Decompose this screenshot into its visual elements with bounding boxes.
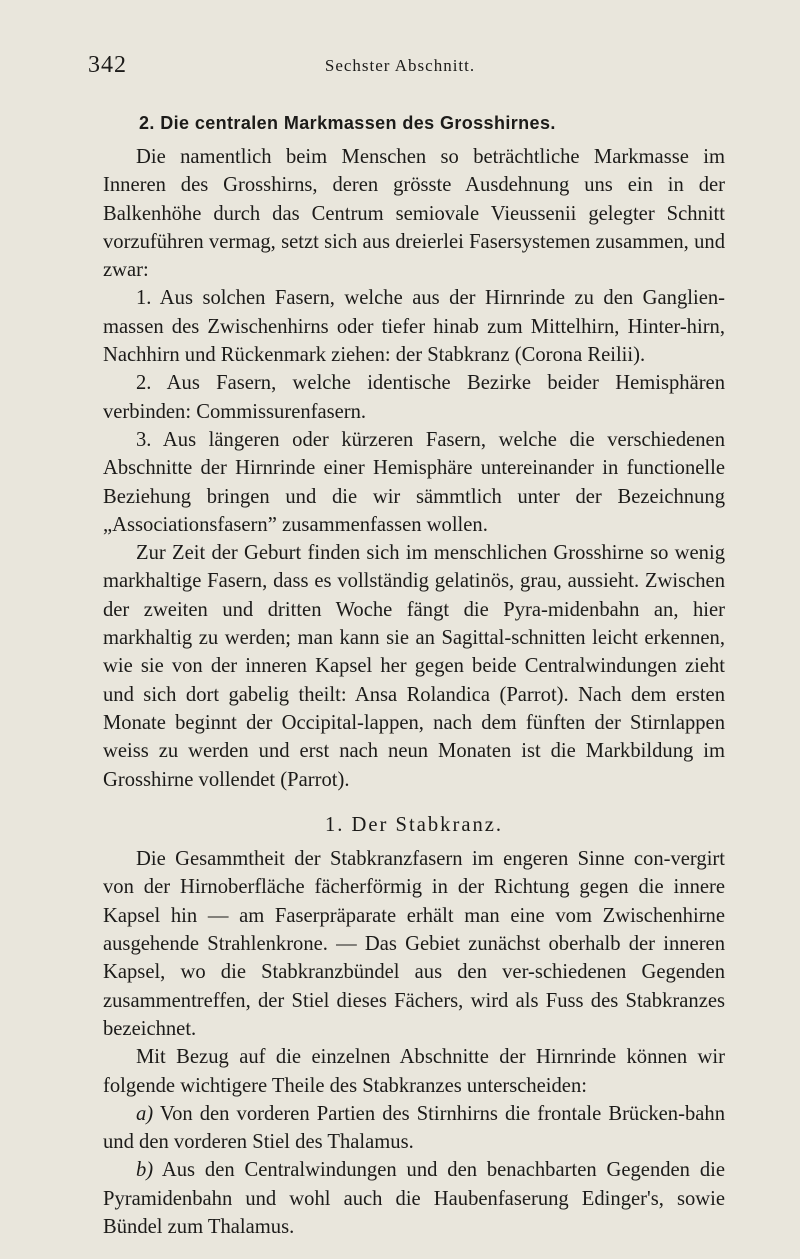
fiber-systems-list — [103, 284, 725, 539]
stabkranz-paragraph: Die Gesammtheit der Stabkranzfasern im engeren Sinne con-vergirt von der Hirnoberfläche fächerförmig in der Richtung gegen die innere Kapsel hin — am Faserpräparate erhält man eine vom Zwischenhirne ausgehende Strahlenkrone. — Das Gebiet zunächst oberhalb der inneren Kapsel, wo die Stabkranzbündel aus den ver-schiedenen Gegenden zusammentreffen, der Stiel dieses Fächers, wird als Fuss des Stabkranzes bezeichnet. — [103, 848, 725, 1040]
intro-paragraph: Die namentlich beim Menschen so beträchtliche Markmasse im Inneren des Grosshirns, deren grösste Ausdehnung uns ein in der Balkenhöhe durch das Centrum semiovale Vieussenii gelegter Schnitt vorzuführen vermag, setzt sich aus dreierlei Fasersystemen zusammen, und zwar: — [103, 146, 725, 282]
list-item: 2. Aus Fasern, welche identische Bezirke beider Hemisphären verbinden: Commissurenfasern. — [103, 372, 725, 423]
item-marker: a) — [136, 1102, 154, 1125]
parts-list — [103, 1100, 725, 1241]
birth-paragraph: Zur Zeit der Geburt finden sich im menschlichen Grosshirne so wenig markhaltige Fasern, dass es vollständig gelatinös, grau, aussieht. Zwischen der zweiten und dritten Woche fängt die Pyra-midenbahn an, hier markhaltig zu werden; man kann sie an Sagittal-schnitten leicht erkennen, wie sie von der inneren Kapsel her gegen beide Centralwindungen zieht und sich dort gabelig theilt: Ansa Rolandica (Parrot). Nach dem ersten Monate beginnt der Occipital-lappen, nach dem fünften der Stirnlappen weiss zu werden und erst nach neun Monaten ist die Markbildung im Grosshirne vollendet (Parrot). — [103, 542, 725, 791]
item-text: Von den vorderen Partien des Stirnhirns die frontale Brücken-bahn und den vorderen Stiel des Thalamus. — [103, 1102, 725, 1154]
page-header — [0, 52, 800, 82]
parts-paragraph: Mit Bezug auf die einzelnen Abschnitte der Hirnrinde können wir folgende wichtigere Theile des Stabkranzes unterscheiden: — [103, 1046, 725, 1097]
running-head: Sechster Abschnitt. — [324, 56, 476, 75]
item-text: Aus den Centralwindungen und den benachbarten Gegenden die Pyramidenbahn und wohl auch die Haubenfaserung Edinger's, sowie Bündel zum Thalamus. — [103, 1159, 725, 1238]
subsection-title: 1. Der Stabkranz. — [324, 813, 504, 836]
section-title: 2. Die centralen Markmassen des Grosshirnes. — [139, 113, 556, 133]
page-number: 342 — [88, 52, 127, 78]
list-item: 3. Aus längeren oder kürzeren Fasern, welche die verschiedenen Abschnitte der Hirnrinde einer Hemisphäre untereinander in functionelle Beziehung bringen und die wir sämmtlich unter der Bezeichnung „Associationsfasern” zusammenfassen wollen. — [103, 428, 725, 536]
list-item — [103, 1156, 725, 1241]
list-item — [103, 1100, 725, 1157]
item-marker: b) — [136, 1159, 154, 1182]
list-item: 1. Aus solchen Fasern, welche aus der Hirnrinde zu den Ganglien-massen des Zwischenhirns oder tiefer hinab zum Mittelhirn, Hinter-hirn, Nachhirn und Rückenmark ziehen: der Stabkranz (Corona Reilii). — [103, 287, 725, 367]
page-body — [103, 110, 725, 1241]
